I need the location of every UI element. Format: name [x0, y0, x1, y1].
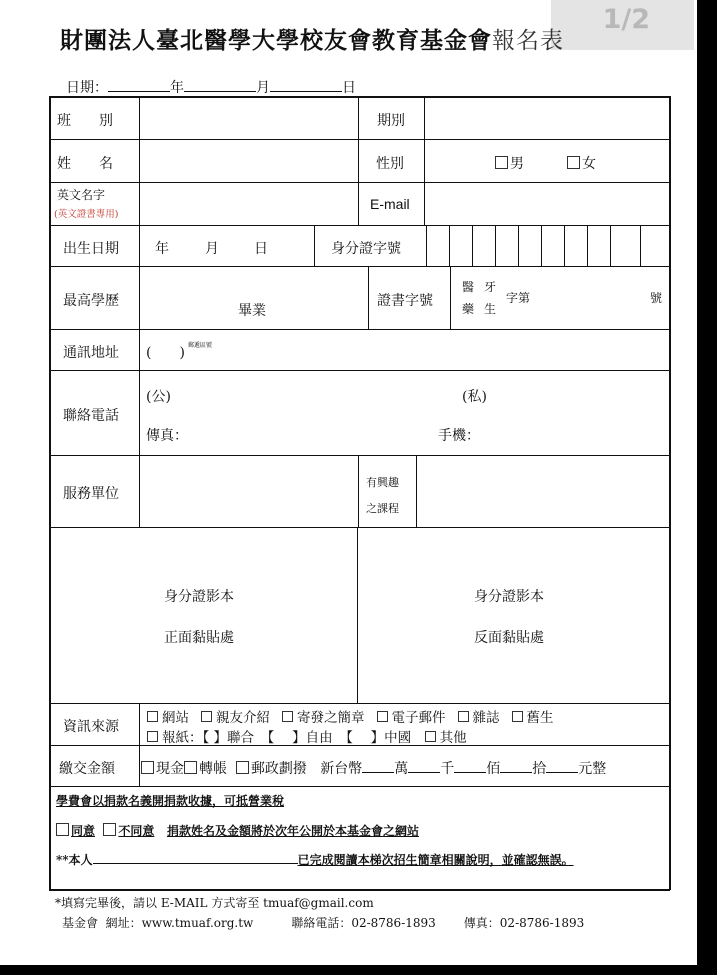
- pay-postal[interactable]: [236, 761, 307, 777]
- declaration-prefix: **本人: [56, 853, 93, 867]
- agree-text: 同意: [71, 824, 96, 838]
- source-option-text: 親友介紹: [216, 710, 270, 726]
- amount-bai-field[interactable]: [454, 760, 486, 773]
- cert-dent: 牙: [484, 280, 497, 294]
- consent-agree[interactable]: [56, 824, 95, 838]
- pay-text: 現金: [156, 761, 184, 777]
- checkbox-icon[interactable]: [282, 711, 293, 722]
- cert-number-label: 證書字號: [377, 293, 433, 309]
- address-label: 通訊地址: [63, 345, 119, 361]
- declaration-text: 已完成閱讀本梯次招生簡章相關說明，並確認無誤。: [297, 853, 574, 867]
- id-front-text-2: 正面黏貼處: [164, 630, 234, 646]
- source-option-text: 雜誌: [472, 710, 500, 726]
- source-option-text: 寄發之簡章: [297, 710, 365, 726]
- consent-line: [56, 822, 419, 839]
- gender-male-option[interactable]: [495, 153, 524, 173]
- footer-phone: 聯絡電話：02-8786-1893: [291, 916, 436, 930]
- employer-input[interactable]: [141, 457, 356, 526]
- source-option-text: 電子郵件: [391, 710, 446, 726]
- footer-fax: 傳真：02-8786-1893: [463, 916, 585, 930]
- birth-day-label: 日: [254, 241, 268, 257]
- checkbox-icon[interactable]: [56, 823, 69, 836]
- receipt-note: 學費會以捐款名義開捐款收據，可抵營業稅: [56, 794, 285, 808]
- source-option-text: 網站: [162, 710, 189, 726]
- paper-united[interactable]: 【 】聯合: [202, 730, 255, 746]
- date-month-field[interactable]: [184, 79, 256, 92]
- checkbox-icon[interactable]: [141, 761, 154, 774]
- footer-org: 基金會: [62, 916, 99, 930]
- phone-home-label: (私): [462, 389, 487, 405]
- form-title: [60, 22, 564, 55]
- id-back-text-1: 身分證影本: [474, 589, 544, 605]
- title-suffix: 報名表: [492, 28, 564, 54]
- gender-female-option[interactable]: [567, 153, 596, 173]
- id-front-area[interactable]: [51, 529, 356, 702]
- name-input[interactable]: [141, 141, 356, 181]
- postal-paren: ( ): [146, 345, 185, 361]
- checkbox-icon[interactable]: [184, 761, 197, 774]
- shi-label: 拾: [532, 761, 547, 777]
- newspaper-text: 報紙：: [162, 730, 203, 746]
- paper-text: 】中國: [370, 730, 412, 746]
- cert-pharm: 藥: [462, 302, 475, 316]
- checkbox-icon[interactable]: [458, 711, 469, 722]
- male-checkbox[interactable]: [495, 156, 508, 169]
- gender-label: 性別: [376, 156, 404, 172]
- yuan-label: 元整: [578, 761, 607, 777]
- date-year-label: 年: [170, 80, 184, 96]
- source-label: 資訊來源: [63, 719, 119, 735]
- term-label: 期別: [377, 113, 405, 129]
- phone-office-label: (公): [146, 389, 171, 405]
- pay-transfer[interactable]: [184, 761, 227, 777]
- birth-year-label: 年: [155, 241, 169, 257]
- declaration-name-field[interactable]: [93, 853, 298, 864]
- amount-yuan-field[interactable]: [546, 760, 578, 773]
- pay-cash[interactable]: [141, 761, 184, 777]
- checkbox-icon[interactable]: [147, 731, 158, 742]
- cert-hao: 號: [650, 291, 663, 305]
- date-day-label: 日: [342, 80, 356, 96]
- checkbox-icon[interactable]: [512, 711, 523, 722]
- english-name-input[interactable]: [141, 184, 356, 224]
- source-friends[interactable]: [201, 710, 270, 726]
- disagree-text: 不同意: [118, 824, 155, 838]
- interest-label-1: 有興趣: [366, 476, 399, 489]
- english-name-note: (英文證書專用): [54, 209, 119, 220]
- title-main: 財團法人臺北醫學大學校友會教育基金會: [60, 27, 492, 54]
- term-input[interactable]: [426, 98, 668, 138]
- birth-month-label: 月: [205, 241, 219, 257]
- source-website[interactable]: [147, 710, 189, 726]
- birth-label: 出生日期: [63, 241, 119, 257]
- paper-china[interactable]: 【 】中國: [346, 730, 412, 746]
- email-label: E-mail: [370, 196, 410, 212]
- other-text: 其他: [439, 730, 467, 746]
- id-number-label: 身分證字號: [331, 241, 401, 257]
- date-month-label: 月: [256, 80, 270, 96]
- graduate-text: 畢業: [238, 303, 266, 319]
- date-year-field[interactable]: [108, 79, 170, 92]
- postal-note: 郵遞區號: [188, 342, 213, 349]
- paper-text: 】自由: [292, 730, 333, 746]
- id-number-input[interactable]: [427, 227, 668, 265]
- paper-liberty[interactable]: 【 】自由: [267, 730, 333, 746]
- source-email[interactable]: [377, 710, 446, 726]
- source-returning[interactable]: [512, 710, 554, 726]
- interest-input[interactable]: [418, 457, 668, 526]
- amount-shi-field[interactable]: [500, 760, 532, 773]
- payment-label: 繳交金額: [59, 761, 115, 777]
- phone-label: 聯絡電話: [63, 408, 119, 424]
- amount-qian-field[interactable]: [408, 760, 440, 773]
- pay-text: 郵政劃撥: [250, 761, 307, 777]
- source-newspaper[interactable]: [147, 730, 203, 746]
- name-label: 姓 名: [57, 156, 113, 172]
- qian-label: 千: [440, 761, 455, 777]
- class-label: 班 別: [57, 113, 113, 129]
- cert-stu: 生: [484, 302, 497, 316]
- consent-disagree[interactable]: [103, 824, 154, 838]
- address-input[interactable]: [230, 332, 666, 368]
- id-back-text-2: 反面黏貼處: [474, 630, 544, 646]
- footer-contacts: [62, 914, 584, 931]
- footer-instruction: *填寫完畢後，請以 E-MAIL 方式寄至 tmuaf@gmail.com: [55, 896, 374, 910]
- id-front-text-1: 身分證影本: [164, 589, 234, 605]
- checkbox-icon[interactable]: [425, 731, 436, 742]
- paper-text: 】聯合: [213, 730, 255, 746]
- amount-wan-field[interactable]: [362, 760, 394, 773]
- education-label: 最高學歷: [63, 293, 119, 309]
- consent-text: 捐款姓名及金額將於次年公開於本基金會之網站: [166, 824, 419, 838]
- source-option-text: 舊生: [526, 710, 554, 726]
- english-name-label: 英文名字: [57, 188, 106, 202]
- cert-med: 醫: [462, 280, 475, 294]
- checkbox-icon[interactable]: [147, 711, 158, 722]
- date-line: [66, 77, 356, 97]
- source-row-2: [147, 726, 467, 746]
- page-indicator: 1/2: [551, 0, 694, 50]
- source-magazine[interactable]: [458, 710, 500, 726]
- female-checkbox[interactable]: [567, 156, 580, 169]
- checkbox-icon[interactable]: [236, 761, 249, 774]
- bai-label: 佰: [486, 761, 501, 777]
- male-text: 男: [510, 156, 524, 172]
- email-input[interactable]: [426, 184, 668, 224]
- female-text: 女: [582, 156, 596, 172]
- payment-methods: [141, 758, 606, 778]
- wan-label: 萬: [394, 761, 409, 777]
- source-row-1: [147, 706, 554, 726]
- checkbox-icon[interactable]: [103, 823, 116, 836]
- class-input[interactable]: [141, 98, 356, 138]
- id-back-area[interactable]: [359, 529, 668, 702]
- date-day-field[interactable]: [270, 79, 342, 92]
- footer-website-link[interactable]: 網址：www.tmuaf.org.tw: [105, 916, 254, 930]
- declaration-line: [56, 851, 574, 868]
- cert-zi: 字第: [506, 291, 531, 305]
- source-other[interactable]: [425, 730, 467, 746]
- date-label: 日期：: [66, 80, 108, 96]
- fax-label: 傳真：: [146, 428, 188, 444]
- pay-text: 轉帳: [199, 761, 227, 777]
- checkbox-icon[interactable]: [377, 711, 388, 722]
- employer-label: 服務單位: [63, 486, 119, 502]
- source-brochure[interactable]: [282, 710, 365, 726]
- ntd-label: 新台幣: [320, 761, 363, 777]
- interest-label-2: 之課程: [366, 502, 399, 515]
- checkbox-icon[interactable]: [201, 711, 212, 722]
- mobile-label: 手機：: [438, 428, 480, 444]
